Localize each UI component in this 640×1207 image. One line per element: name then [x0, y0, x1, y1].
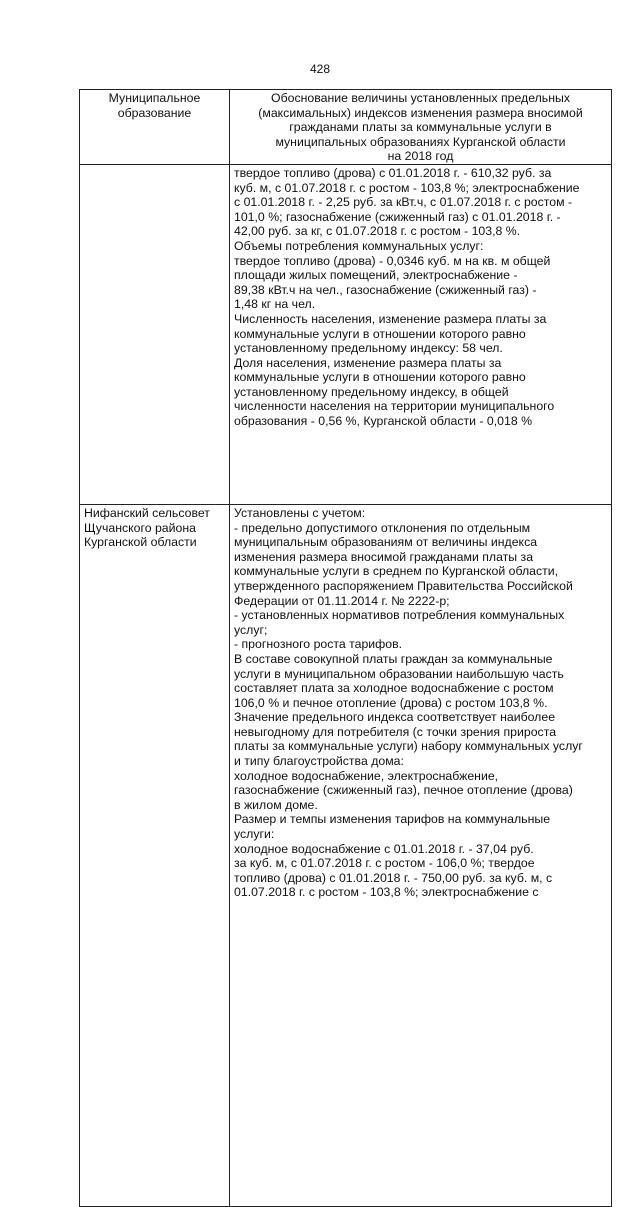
text-line: платы за коммунальные услуги) набору коммунальных услуг	[234, 739, 583, 754]
tariff-justification-table	[79, 89, 612, 1207]
text-line: - прогнозного роста тарифов.	[234, 637, 403, 652]
text-line: образования - 0,56 %, Курганской области - 0,018 %	[234, 414, 533, 429]
header-line: муниципальных образованиях Курганской области	[275, 134, 566, 149]
text-line: твердое топливо (дрова) с 01.01.2018 г. - 610,32 руб. за	[234, 165, 552, 180]
text-line: - предельно допустимого отклонения по отдельным	[234, 520, 531, 535]
municipality-cell	[80, 504, 230, 1206]
header-line: образование	[117, 105, 192, 120]
text-line: изменения размера вносимой гражданами платы за	[234, 549, 534, 564]
text-line: Установлены с учетом:	[234, 505, 366, 520]
text-line: численности населения на территории муниципального	[234, 399, 555, 414]
municipality-cell	[80, 164, 230, 504]
justification-cell	[230, 164, 612, 504]
text-line: 89,38 кВт.ч на чел., газоснабжение (сжиженный газ) -	[234, 282, 537, 297]
header-line: гражданами платы за коммунальные услуги в	[289, 120, 552, 135]
text-line: 42,00 руб. за кг, с 01.07.2018 г. с ростом - 103,8 %.	[234, 224, 521, 239]
text-line: с 01.01.2018 г. - 2,25 руб. за кВт.ч, с 01.07.2018 г. с ростом -	[234, 195, 573, 210]
text-line: топливо (дрова) с 01.01.2018 г. - 750,00 руб. за куб. м, с	[234, 870, 553, 885]
text-line: и типу благоустройства дома:	[234, 754, 404, 769]
text-line: холодное водоснабжение, электроснабжение,	[234, 768, 499, 783]
text-line: 106,0 % и печное отопление (дрова) с ростом 103,8 %.	[234, 695, 548, 710]
municipality-line: Нифанский сельсовет	[84, 505, 210, 520]
text-line: коммунальные услуги в отношении которого равно	[234, 326, 526, 341]
text-line: газоснабжение (сжиженный газ), печное отопление (дрова)	[234, 783, 573, 798]
text-line: - установленных нормативов потребления коммунальных	[234, 608, 565, 623]
table-row	[80, 164, 612, 504]
text-line: 1,48 кг на чел.	[234, 297, 316, 312]
text-line: 101,0 %; газоснабжение (сжиженный газ) с 01.01.2018 г. -	[234, 209, 561, 224]
text-line: куб. м, с 01.07.2018 г. с ростом - 103,8 %; электроснабжение	[234, 180, 580, 195]
text-line: установленному предельному индексу, в общей	[234, 384, 509, 399]
header-justification	[230, 90, 612, 165]
text-line: Численность населения, изменение размера платы за	[234, 311, 547, 326]
municipality-line: Щучанского района	[84, 520, 196, 535]
text-line: коммунальные услуги в среднем по Курганской области,	[234, 564, 559, 579]
text-line: Размер и темпы изменения тарифов на коммунальные	[234, 812, 551, 827]
header-line: Обоснование величины установленных предельных	[271, 91, 570, 105]
text-line: в жилом доме.	[234, 797, 318, 812]
text-line: составляет плата за холодное водоснабжение с ростом	[234, 681, 554, 696]
text-line: площади жилых помещений, электроснабжение -	[234, 268, 518, 283]
table-header-row	[80, 90, 612, 165]
header-municipality	[80, 90, 230, 165]
header-line: Муниципальное	[108, 91, 201, 105]
text-line: установленному предельному индексу: 58 чел.	[234, 341, 503, 356]
text-line: В составе совокупной платы граждан за коммунальные	[234, 651, 553, 666]
table-row	[80, 504, 612, 1206]
text-line: 01.07.2018 г. с ростом - 103,8 %; электроснабжение с	[234, 885, 539, 900]
text-line: невыгодному для потребителя (с точки зрения прироста	[234, 724, 557, 739]
text-line: услуги в муниципальном образовании наибольшую часть	[234, 666, 564, 681]
text-line: Доля населения, изменение размера платы за	[234, 355, 502, 370]
text-line: муниципальным образованиям от величины индекса	[234, 535, 538, 550]
text-line: твердое топливо (дрова) - 0,0346 куб. м на кв. м общей	[234, 253, 551, 268]
header-line: (максимальных) индексов изменения размера вносимой	[258, 105, 583, 120]
text-line: холодное водоснабжение с 01.01.2018 г. - 37,04 руб.	[234, 841, 534, 856]
text-line: услуг;	[234, 622, 268, 637]
text-line: Федерации от 01.11.2014 г. № 2222-р;	[234, 593, 450, 608]
text-line: за куб. м, с 01.07.2018 г. с ростом - 106,0 %; твердое	[234, 856, 535, 871]
municipality-line: Курганской области	[84, 535, 197, 550]
text-line: Значение предельного индекса соответствует наиболее	[234, 710, 556, 725]
justification-cell	[230, 504, 612, 1206]
page-number: 428	[309, 62, 331, 76]
text-line: коммунальные услуги в отношении которого равно	[234, 370, 526, 385]
header-line: на 2018 год	[387, 149, 454, 164]
text-line: Объемы потребления коммунальных услуг:	[234, 238, 484, 253]
text-line: утвержденного распоряжением Правительства Российской	[234, 578, 573, 593]
text-line: услуги:	[234, 827, 275, 842]
